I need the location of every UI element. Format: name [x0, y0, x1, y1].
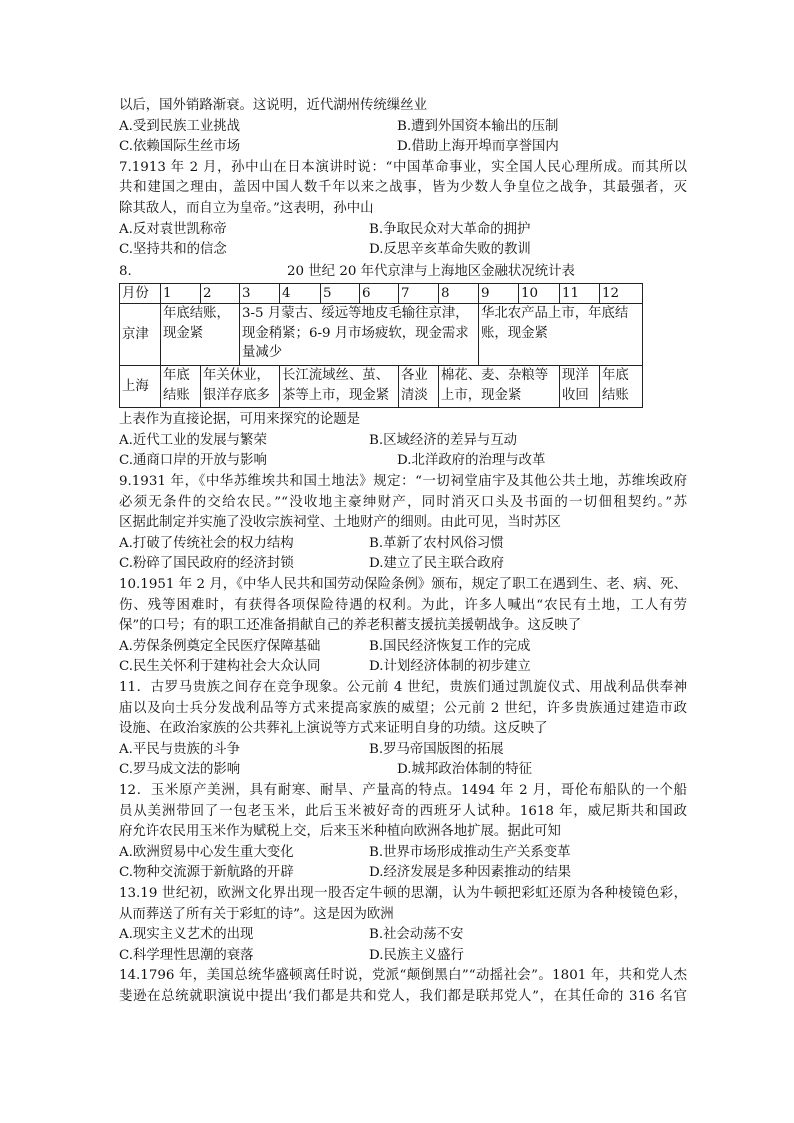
table-cell: 年底结账	[600, 366, 643, 408]
option-b[interactable]: B.世界市场形成推动生产关系变革	[369, 844, 571, 860]
option-d[interactable]: D.经济发展是多种因素推动的结果	[369, 865, 571, 881]
option-a[interactable]: A.平民与贵族的斗争	[119, 741, 241, 757]
header-cell: 8	[439, 283, 479, 304]
question-13-stem-line-2: 从而葬送了所有关于彩虹的诗”。这是因为欧洲	[119, 906, 394, 922]
table-cell: 年关休业，银洋存底多	[201, 366, 280, 408]
table-row-shanghai	[120, 366, 643, 408]
question-13-options-row-2	[119, 946, 687, 967]
question-10-options-row-2	[119, 657, 687, 678]
option-b[interactable]: B.争取民众对大革命的拥护	[369, 221, 531, 237]
option-a[interactable]: A.近代工业的发展与繁荣	[119, 432, 267, 448]
option-d[interactable]: D.民族主义盛行	[369, 947, 464, 963]
option-d[interactable]: D.借助上海开埠而享誉国内	[397, 139, 559, 155]
finance-statistics-table	[119, 283, 643, 409]
question-9-options-row-1	[119, 534, 687, 555]
question-8-options-row-1	[119, 431, 687, 452]
question-10-stem-line-2: 伤、残等困难时，有获得各项保险待遇的权利。为此，许多人喊出“农民有土地，工人有劳	[119, 597, 687, 613]
table-cell: 各业清淡	[399, 366, 439, 408]
question-11-stem-line-3: 设施、在政治家族的公共葬礼上演说等方式来证明自身的功绩。这反映了	[119, 721, 548, 737]
table-cell: 年底结账	[161, 366, 201, 408]
question-6-options-row-1	[119, 117, 687, 138]
header-cell: 7	[399, 283, 439, 304]
option-c[interactable]: C.民生关怀利于建构社会大众认同	[119, 659, 321, 675]
question-7-stem-line-2: 共和建国之理由，盖因中国人数千年以来之战事，皆为少数人争皇位之战争，其最强者，灭	[119, 180, 687, 196]
option-b[interactable]: B.革新了农村风俗习惯	[369, 535, 504, 551]
option-d[interactable]: D.反思辛亥革命失败的教训	[369, 242, 531, 258]
header-cell: 3	[240, 283, 280, 304]
option-b[interactable]: B.国民经济恢复工作的完成	[369, 638, 531, 654]
option-c[interactable]: C.通商口岸的开放与影响	[119, 453, 267, 469]
option-c[interactable]: C.罗马成文法的影响	[119, 762, 241, 778]
question-9-options-row-2	[119, 554, 687, 575]
table-cell: 现洋收回	[560, 366, 600, 408]
question-6-options-row-2	[119, 137, 687, 158]
question-10-stem-line-3: 保”的口号；有的职工还准备捐献自己的养老积蓄支援抗美援朝战争。这反映了	[119, 618, 582, 634]
question-13-options-row-1	[119, 925, 687, 946]
question-14-stem-line-2: 斐逊在总统就职演说中提出‘我们都是共和党人，我们都是联邦党人”，在其任命的 316 名官	[119, 988, 687, 1004]
option-a[interactable]: A.打破了传统社会的权力结构	[119, 535, 294, 551]
option-b[interactable]: B.社会动荡不安	[369, 927, 464, 943]
question-10-options-row-1	[119, 637, 687, 658]
question-7-options-row-1	[119, 220, 687, 241]
question-11-options-row-2	[119, 760, 687, 781]
question-10-stem-line-1: 10.1951 年 2 月，《中华人民共和国劳动保险条例》颁布，规定了职工在遇到生、老、病、死、	[119, 577, 687, 592]
question-9-stem-line-3: 区据此制定并实施了没收宗族祠堂、土地财产的细则。由此可见，当时苏区	[119, 515, 561, 531]
question-9-stem-line-2: 必须无条件的交给农民。”“没收地主豪绅财产，同时消灭口头及书面的一切佃租契约。”苏	[119, 494, 687, 510]
table-caption: 20 世纪 20 年代京津与上海地区金融状况统计表	[287, 263, 575, 279]
option-c[interactable]: C.坚持共和的信念	[119, 242, 227, 258]
table-cell: 年底结账，现金紧	[161, 304, 240, 366]
option-c[interactable]: C.科学理性思潮的衰落	[119, 947, 254, 963]
question-8-options-row-2	[119, 451, 687, 472]
question-11-stem-line-1: 11．古罗马贵族之间存在竞争现象。公元前 4 世纪，贵族们通过凯旋仪式、用战利品供奉神	[119, 679, 687, 695]
table-cell: 长江流域丝、茧、茶等上市，现金紧	[280, 366, 399, 408]
option-a[interactable]: A.欧洲贸易中心发生重大变化	[119, 844, 294, 860]
option-c[interactable]: C.粉碎了国民政府的经济封锁	[119, 556, 294, 572]
header-cell: 10	[519, 283, 560, 304]
header-cell: 11	[560, 283, 600, 304]
option-d[interactable]: D.北洋政府的治理与改革	[397, 453, 546, 469]
header-cell: 9	[479, 283, 519, 304]
question-12-stem-line-1: 12．玉米原产美洲，具有耐寒、耐旱、产量高的特点。1494 年 2 月，哥伦布船队的一个船	[119, 782, 687, 798]
question-12-stem-line-2: 员从美洲带回了一包老玉米，此后玉米被好奇的西班牙人试种。1618 年，威尼斯共和国政	[119, 803, 687, 819]
question-12-options-row-1	[119, 843, 687, 864]
question-12-stem-line-3: 府允许农民用玉米作为赋税上交，后来玉米种植向欧洲各地扩展。据此可知	[119, 824, 561, 840]
question-11-stem-line-2: 庙以及向士兵分发战利品等方式来提高家族的威望；公元前 2 世纪，许多贵族通过建造市政	[119, 700, 687, 716]
question-9-stem-line-1: 9.1931 年，《中华苏维埃共和国土地法》规定：“一切祠堂庙宇及其他公共土地，苏维埃政府	[119, 474, 687, 490]
header-cell: 2	[201, 283, 240, 304]
option-a[interactable]: A.劳保条例奠定全民医疗保障基础	[119, 638, 321, 654]
header-cell-month: 月份	[120, 283, 161, 304]
question-8-stem: 上表作为直接论据，可用来探究的论题是	[119, 412, 361, 428]
question-6-stem-tail: 以后，国外销路渐衰。这说明，近代湖州传统缫丝业	[119, 98, 427, 113]
question-14-stem-line-1: 14.1796 年，美国总统华盛顿离任时说，党派“颠倒黑白”“动摇社会”。1801 年，共和党人杰	[119, 968, 687, 984]
option-c[interactable]: C.依赖国际生丝市场	[119, 139, 241, 155]
header-cell: 4	[280, 283, 321, 304]
question-8-caption-row	[119, 261, 687, 282]
option-d[interactable]: D.建立了民主联合政府	[369, 556, 505, 572]
option-c[interactable]: C.物种交流源于新航路的开辟	[119, 865, 294, 881]
option-a[interactable]: A.反对袁世凯称帝	[119, 221, 227, 237]
table-cell: 华北农产品上市，年底结账，现金紧	[479, 304, 643, 366]
option-b[interactable]: B.遭到外国资本输出的压制	[397, 118, 559, 134]
table-cell: 棉花、麦、杂粮等上市，现金紧	[439, 366, 560, 408]
header-cell: 12	[600, 283, 643, 304]
option-a[interactable]: A.现实主义艺术的出现	[119, 927, 254, 943]
row-label-jingjin: 京津	[120, 304, 161, 366]
option-a[interactable]: A.受到民族工业挑战	[119, 118, 241, 134]
header-cell: 1	[161, 283, 201, 304]
table-cell: 3-5 月蒙古、绥远等地皮毛输往京津，现金稍紧；6-9 月市场疲软，现金需求量减少	[240, 304, 479, 366]
table-row-jingjin	[120, 304, 643, 366]
question-11-options-row-1	[119, 740, 687, 761]
option-d[interactable]: D.计划经济体制的初步建立	[369, 659, 531, 675]
option-b[interactable]: B.区域经济的差异与互动	[369, 432, 518, 448]
exam-page	[119, 96, 687, 1007]
question-13-stem-line-1: 13.19 世纪初，欧洲文化界出现一股否定牛顿的思潮，认为牛顿把彩虹还原为各种棱镜色彩，	[119, 885, 687, 901]
question-12-options-row-2	[119, 863, 687, 884]
table-header-row	[120, 283, 643, 304]
header-cell: 6	[360, 283, 399, 304]
question-8-number: 8.	[119, 263, 132, 279]
header-cell: 5	[321, 283, 360, 304]
option-d[interactable]: D.城邦政治体制的特征	[397, 762, 533, 778]
option-b[interactable]: B.罗马帝国版图的拓展	[369, 741, 504, 757]
question-7-stem-line-1: 7.1913 年 2 月，孙中山在日本演讲时说：“中国革命事业，实全国人民心理所成。而其所以	[119, 159, 687, 175]
row-label-shanghai: 上海	[120, 366, 161, 408]
question-7-stem-line-3: 除其敌人，而自立为皇帝。”这表明，孙中山	[119, 200, 374, 216]
question-7-options-row-2	[119, 240, 687, 261]
